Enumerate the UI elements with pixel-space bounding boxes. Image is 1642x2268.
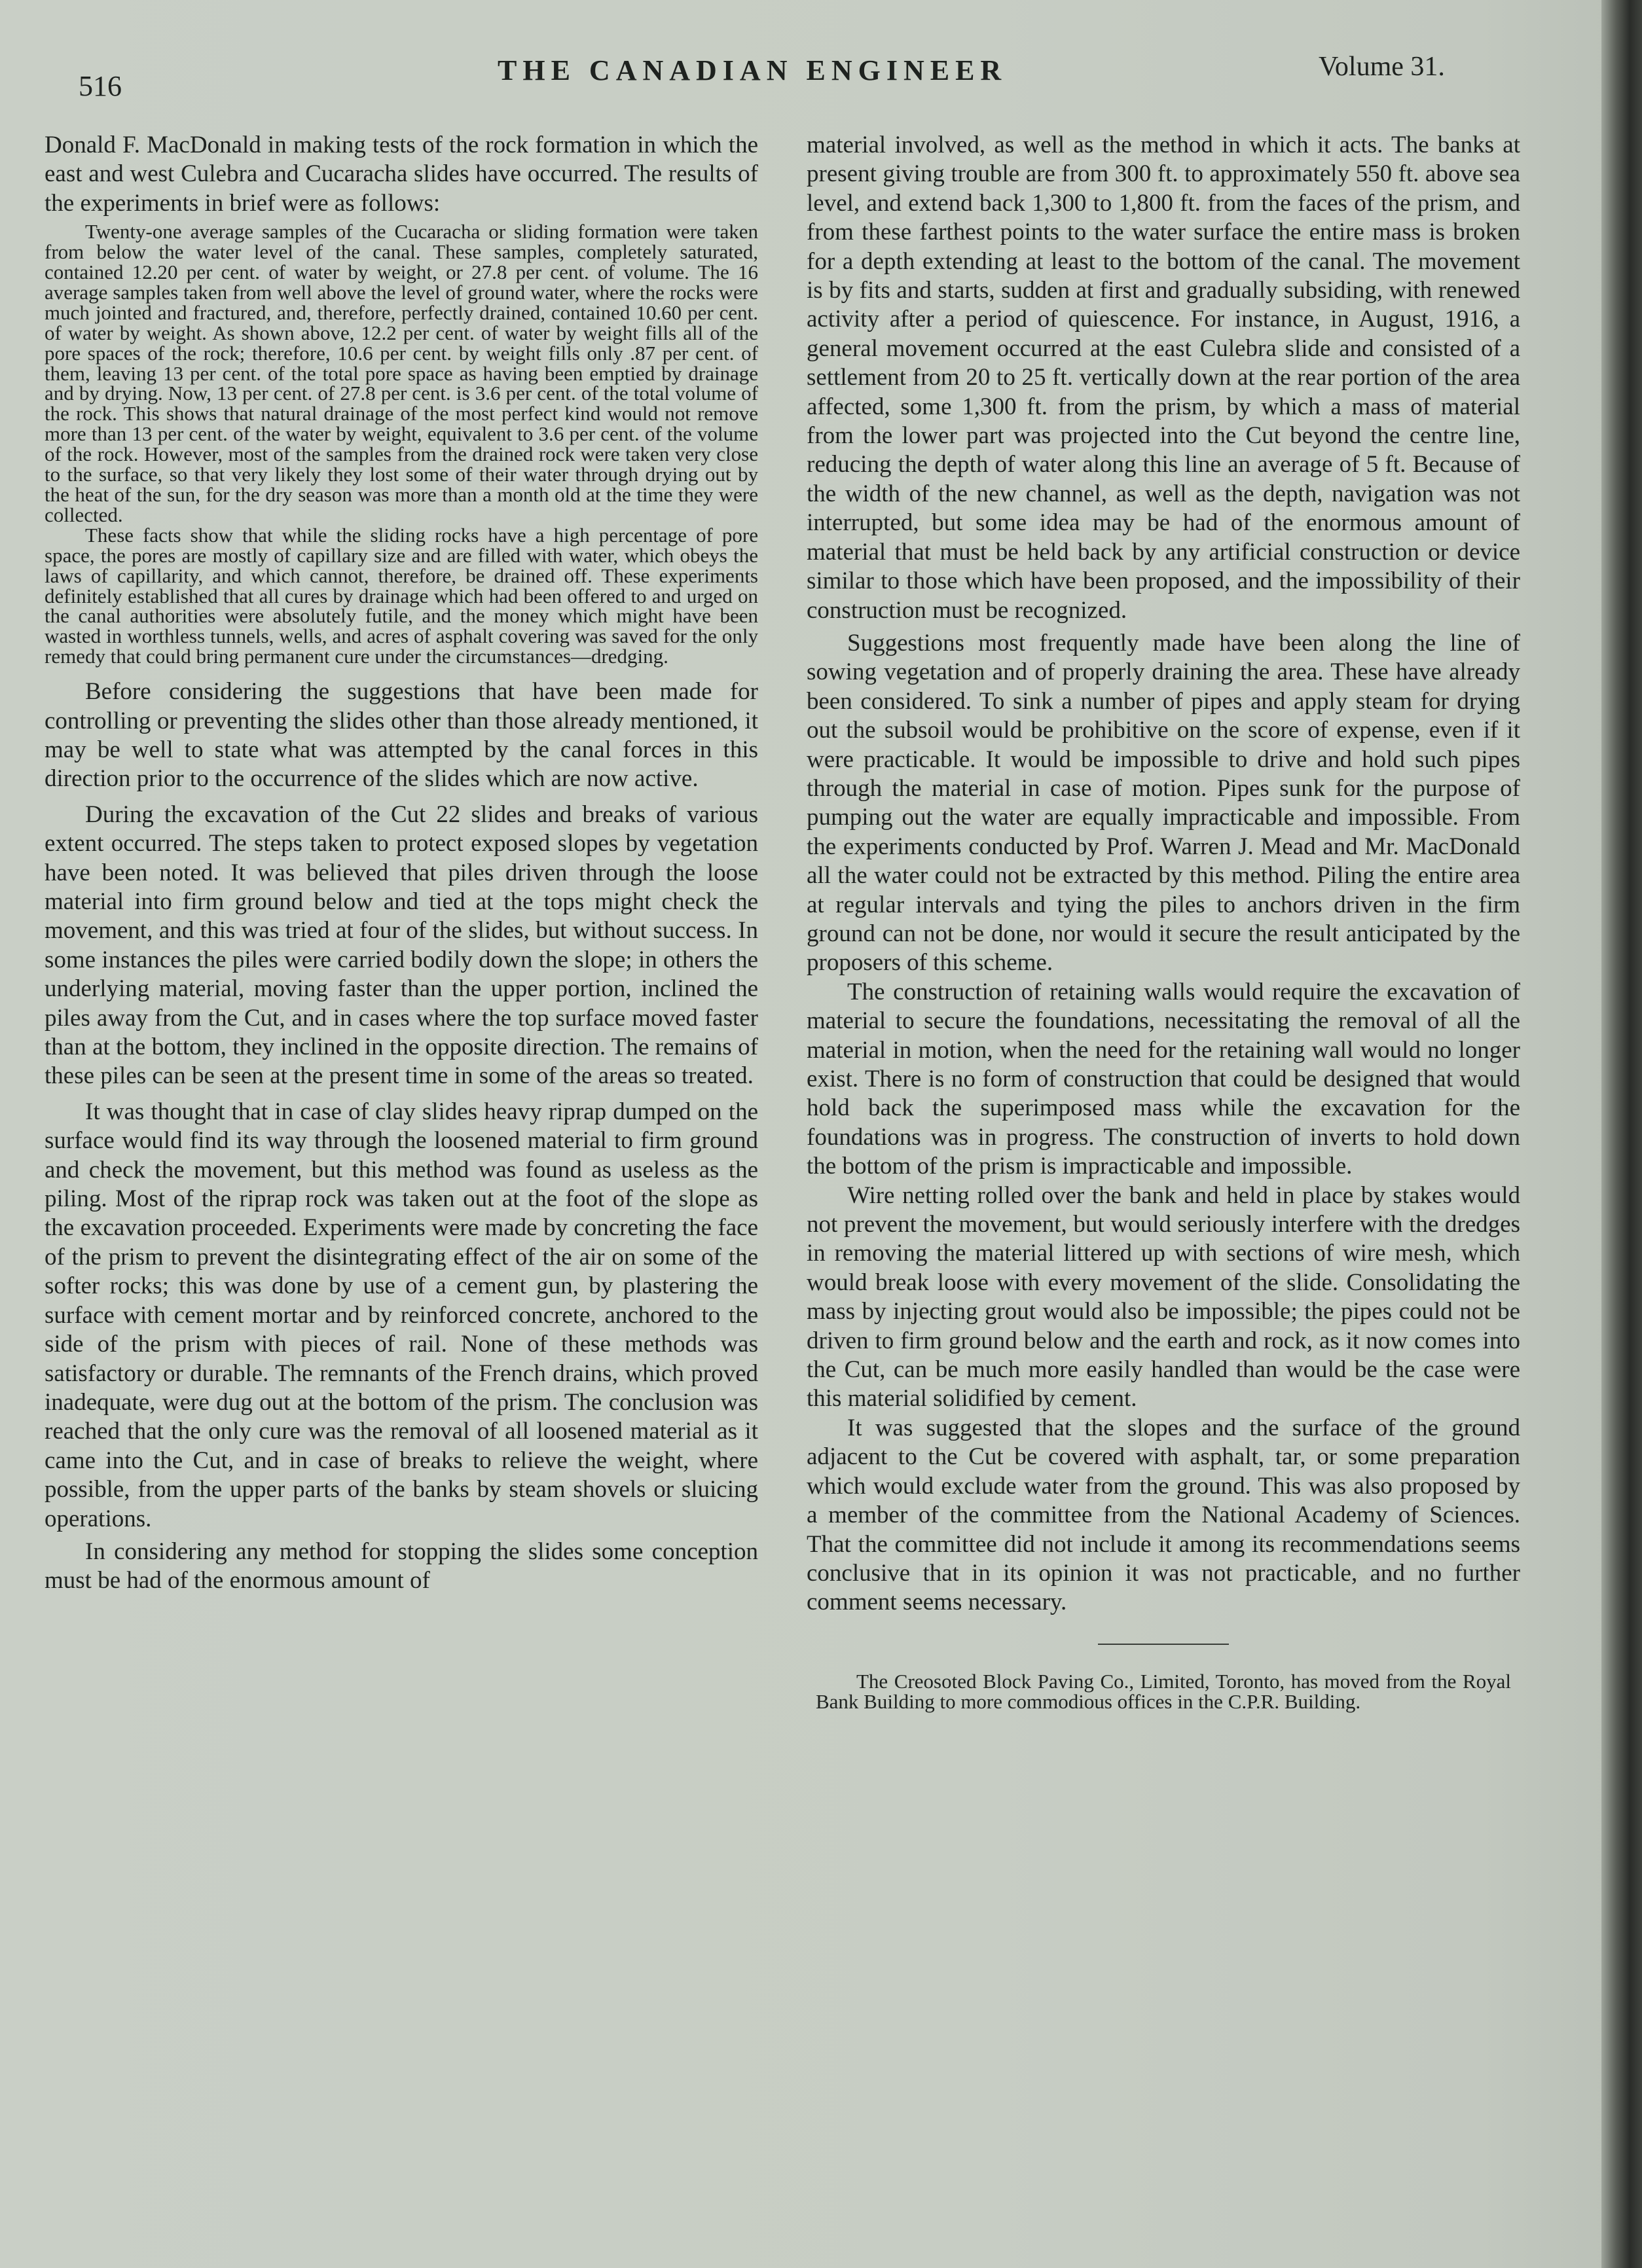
paragraph: It was thought that in case of clay slides heavy riprap dumped on the surface would find its way through the loosened material to firm ground and check the movement, but this method was found as useless as the piling. Most of the riprap rock was taken out at the foot of the slope as the excavation proceeded. Experiments were made by concreting the face of the prism to prevent the disintegrating effect of the air on some of the softer rocks; this was done by use of a cement gun, by plastering the surface with cement mortar and by reinforced concrete, anchored to the side of the prism with pieces of rail. None of these methods was satisfactory or durable. The remnants of the French drains, which proved inadequate, were dug out at the bottom of the prism. The conclusion was reached that the only cure was the removal of all loosened material as it came into the Cut, and in case of breaks to relieve the weight, where possible, from the upper parts of the banks by steam shovels or sluicing operations. [45,1098,758,1532]
page-number: 516 [79,70,122,102]
quoted-paragraph: Twenty-one average samples of the Cucaracha or sliding formation were taken from below the water level of the canal. These samples, completely saturated, contained 12.20 per cent. of water by weight, or 27.8 per cent. of volume. The 16 average samples taken from well above the level of ground water, where the rocks were much jointed and fractured, and, therefore, perfectly drained, contained 10.60 per cent. of water by weight. As shown above, 12.2 per cent. of water by weight fills all of the pore spaces of the rock; therefore, 10.6 per cent. by weight fills only .87 per cent. of them, leaving 13 per cent. of the total pore space as having been emptied by drainage and by drying. Now, 13 per cent. of 27.8 per cent. is 3.6 per cent. of the total volume of the rock. This shows that natural drainage of the most perfect kind would not remove more than 13 per cent. of the water by weight, equivalent to 3.6 per cent. of the volume of the rock. However, most of the samples from the drained rock were taken very close to the surface, so that very likely they lost some of their water through drying out by the heat of the sun, for the dry season was more than a month old at the time they were collected. [45,220,758,526]
left-column [45,131,758,1596]
section-divider [1098,1644,1229,1645]
paragraph: During the excavation of the Cut 22 slides and breaks of various extent occurred. The steps taken to protect exposed slopes by vegetation have been noted. It was believed that piles driven through the loose material into firm ground below and tied at the tops might check the movement, and this was tried at four of the slides, but without success. In some instances the piles were carried bodily down the slope; in others the underlying material, moving faster than the upper portion, inclined the piles away from the Cut, and in cases where the top surface moved faster than at the bottom, they inclined in the opposite direction. The remains of these piles can be seen at the present time in some of the areas so treated. [45,801,758,1090]
paragraph: material involved, as well as the method in which it acts. The banks at present giving trouble are from 300 ft. to approximately 550 ft. above sea level, and extend back 1,300 to 1,800 ft. from the faces of the prism, and from these farthest points to the water surface the entire mass is broken for a depth extending at least to the bottom of the canal. The movement is by fits and starts, sudden at first and gradually subsiding, with renewed activity after a period of quiescence. For instance, in August, 1916, a general movement occurred at the east Culebra slide and consisted of a settlement from 20 to 25 ft. vertically down at the rear portion of the area affected, some 1,300 ft. from the prism, by which a mass of material from the lower part was projected into the Cut beyond the centre line, reducing the depth of water along this line an average of 5 ft. Because of the width of the new channel, as well as the depth, navigation was not interrupted, but some idea may be had of the enormous amount of material that must be held back by any artificial construction or device similar to those which have been proposed, and the impossibility of their construction must be recognized. [807,132,1520,624]
paragraph: Donald F. MacDonald in making tests of the rock formation in which the east and west Culebra and Cucaracha slides have occurred. The results of the experiments in brief were as follows: [45,132,758,217]
paragraph: Suggestions most frequently made have been along the line of sowing vegetation and of properly draining the area. These have already been considered. To sink a number of pipes and apply steam for drying out the subsoil would be prohibitive on the score of expense, even if it were practicable. It would be impossible to drive and hold such pipes through the material in case of motion. Pipes sunk for the purpose of pumping out the water are equally impracticable and impossible. From the experiments conducted by Prof. Warren J. Mead and Mr. MacDonald all the water could not be extracted by this method. Piling the entire area at regular intervals and tying the piles to anchors driven in the firm ground can not be done, nor would it secure the result anticipated by the proposers of this scheme. [807,629,1520,977]
paragraph: It was suggested that the slopes and the surface of the ground adjacent to the Cut be covered with asphalt, tar, or some preparation which would exclude water from the ground. This was also proposed by a member of the committee from the National Academy of Sciences. That the committee did not include it among its recommendations seems conclusive that in its opinion it was not practicable, and no further comment seems necessary. [807,1414,1520,1616]
notice-paragraph: The Creosoted Block Paving Co., Limited, Toronto, has moved from the Royal Bank Building to more commodious offices in the C.P.R. Building. [816,1669,1511,1713]
paragraph: Before considering the suggestions that have been made for controlling or preventing the slides other than those already mentioned, it may be well to state what was attempted by the canal forces in this direction prior to the occurrence of the slides which are now active. [45,678,758,793]
journal-title: THE CANADIAN ENGINEER [498,54,1008,86]
running-head [0,47,1597,102]
book-spine-shadow [1601,0,1642,2268]
quoted-paragraph: These facts show that while the sliding rocks have a high percentage of pore space, the pores are mostly of capillary size and are filled with water, which obeys the laws of capillarity, and which cannot, therefore, be drained off. These experiments definitely established that all cures by drainage which had been offered to and urged on the canal authorities were absolutely futile, and the money which might have been wasted in worthless tunnels, wells, and acres of asphalt covering was saved for the only remedy that could bring permanent cure under the circumstances—dredging. [45,523,758,668]
paragraph: In considering any method for stopping the slides some conception must be had of the enormous amount of [45,1538,758,1594]
paragraph: The construction of retaining walls would require the excavation of material to secure the foundations, necessitating the removal of all the material in motion, when the need for the retaining wall would no longer exist. There is no form of construction that could be designed that would hold back the superimposed mass while the excavation for the foundations was in progress. The construction of inverts to hold down the bottom of the prism is impracticable and impossible. [807,978,1520,1180]
right-column [807,131,1520,1712]
paragraph: Wire netting rolled over the bank and held in place by stakes would not prevent the movement, but would seriously interfere with the dredges in removing the material littered up with sections of wire mesh, which would break loose with every movement of the slide. Consolidating the mass by injecting grout would also be impossible; the pipes could not be driven to firm ground below and the earth and rock, as it now comes into the Cut, can be much more easily handled than would be the case were this material solidified by cement. [807,1181,1520,1413]
volume-label: Volume 31. [1319,52,1445,82]
